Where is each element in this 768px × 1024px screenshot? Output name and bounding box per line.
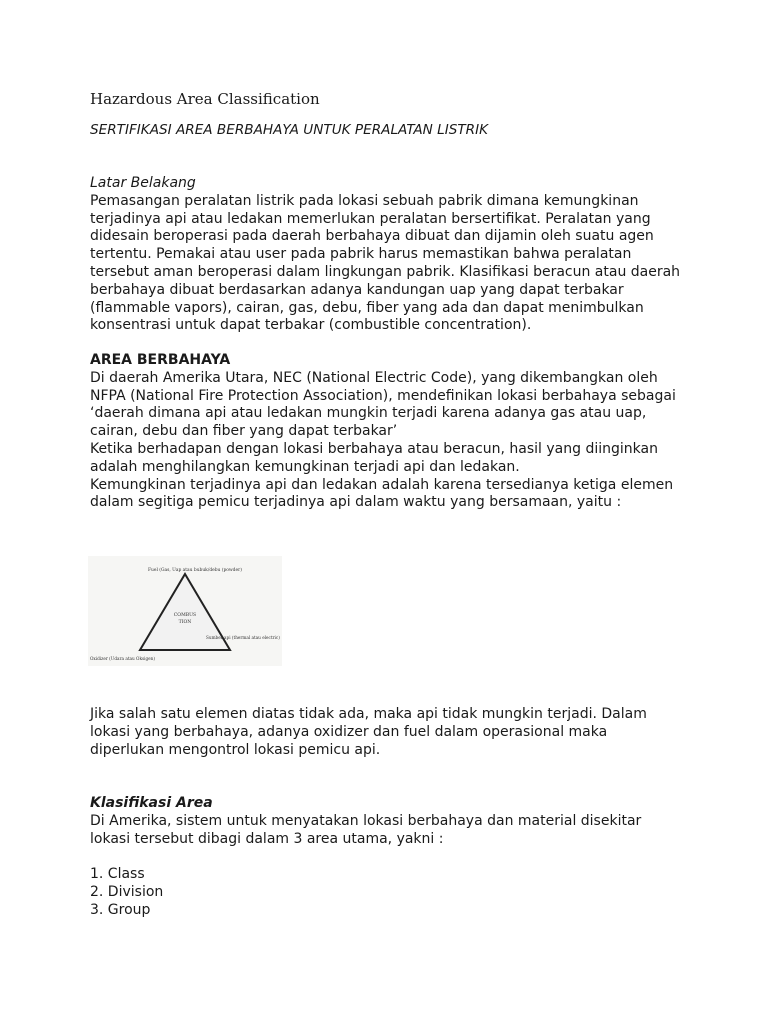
paragraph-line: diperlukan mengontrol lokasi pemicu api. [90, 741, 381, 758]
paragraph-line: konsentrasi untuk dapat terbakar (combustible concentration). [90, 317, 532, 334]
section-klasifikasi-area [90, 795, 690, 848]
paragraph-line: tersebut aman beroperasi dalam lingkungan pabrik. Klasifikasi beracun atau daerah [90, 263, 681, 280]
list-item: 1. Class [90, 866, 145, 882]
paragraph-line: lokasi yang berbahaya, adanya oxidizer dan fuel dalam operasional maka [90, 723, 608, 740]
combustion-label: TION [178, 620, 192, 625]
paragraph-line: Kemungkinan terjadinya api dan ledakan adalah karena tersedianya ketiga elemen [90, 476, 674, 493]
paragraph-line: Pemasangan peralatan listrik pada lokasi sebuah pabrik dimana kemungkinan [90, 192, 639, 209]
paragraph-line: cairan, debu dan fiber yang dapat terbakar’ [90, 423, 398, 440]
combustion-label: COMBUS [173, 613, 197, 618]
paragraph-line: adalah menghilangkan kemungkinan terjadi api dan ledakan. [90, 458, 520, 475]
section-latar-belakang [90, 175, 690, 335]
paragraph-line: lokasi tersebut dibagi dalam 3 area utama, yakni : [90, 830, 444, 847]
oxidizer-label: Oxidizer (Udara atau Oksigen) [90, 656, 155, 661]
section-paragraph [90, 706, 690, 759]
document-subtitle: SERTIFIKASI AREA BERBAHAYA UNTUK PERALATAN LISTRIK [90, 122, 489, 138]
paragraph-line: berbahaya dibuat berdasarkan adanya kandungan uap yang dapat terbakar [90, 281, 624, 298]
paragraph-line: NFPA (National Fire Protection Association), mendefinikan lokasi berbahaya sebagai [90, 387, 676, 404]
paragraph-line: terjadinya api atau ledakan memerlukan peralatan bersertifikat. Peralatan yang [90, 210, 651, 227]
paragraph-line: Ketika berhadapan dengan lokasi berbahaya atau beracun, hasil yang diinginkan [90, 440, 658, 457]
list-item: 2. Division [90, 883, 164, 900]
paragraph-line: (flammable vapors), cairan, gas, debu, fiber yang ada dan dapat menimbulkan [90, 299, 644, 316]
paragraph-line: tertentu. Pemakai atau user pada pabrik harus memastikan bahwa peralatan [90, 246, 632, 263]
fire-triangle-diagram [88, 556, 282, 666]
fuel-label: Fuel (Gas, Uap atau bubuk/debu (powder) [148, 568, 242, 573]
paragraph-line: Di Amerika, sistem untuk menyatakan lokasi berbahaya dan material disekitar [90, 812, 642, 829]
paragraph-line: ‘daerah dimana api atau ledakan mungkin terjadi karena adanya gas atau uap, [90, 405, 647, 422]
section-heading: Latar Belakang [90, 175, 196, 191]
list-item: 3. Group [90, 901, 151, 918]
section-heading: AREA BERBAHAYA [90, 352, 231, 368]
paragraph-line: dalam segitiga pemicu terjadinya api dalam waktu yang bersamaan, yaitu : [90, 494, 622, 511]
document-title: Hazardous Area Classification [90, 90, 320, 108]
section-heading: Klasifikasi Area [90, 795, 213, 811]
paragraph-line: didesain beroperasi pada daerah berbahaya dibuat dan dijamin oleh suatu agen [90, 228, 654, 245]
classification-list [90, 866, 690, 919]
section-area-berbahaya [90, 352, 690, 512]
paragraph-line: Di daerah Amerika Utara, NEC (National Electric Code), yang dikembangkan oleh [90, 369, 658, 386]
fire-triangle-figure [88, 556, 282, 666]
heat-source-label: Sumber api (thermal atau electric) [206, 635, 280, 640]
paragraph-line: Jika salah satu elemen diatas tidak ada, maka api tidak mungkin terjadi. Dalam [90, 706, 647, 722]
